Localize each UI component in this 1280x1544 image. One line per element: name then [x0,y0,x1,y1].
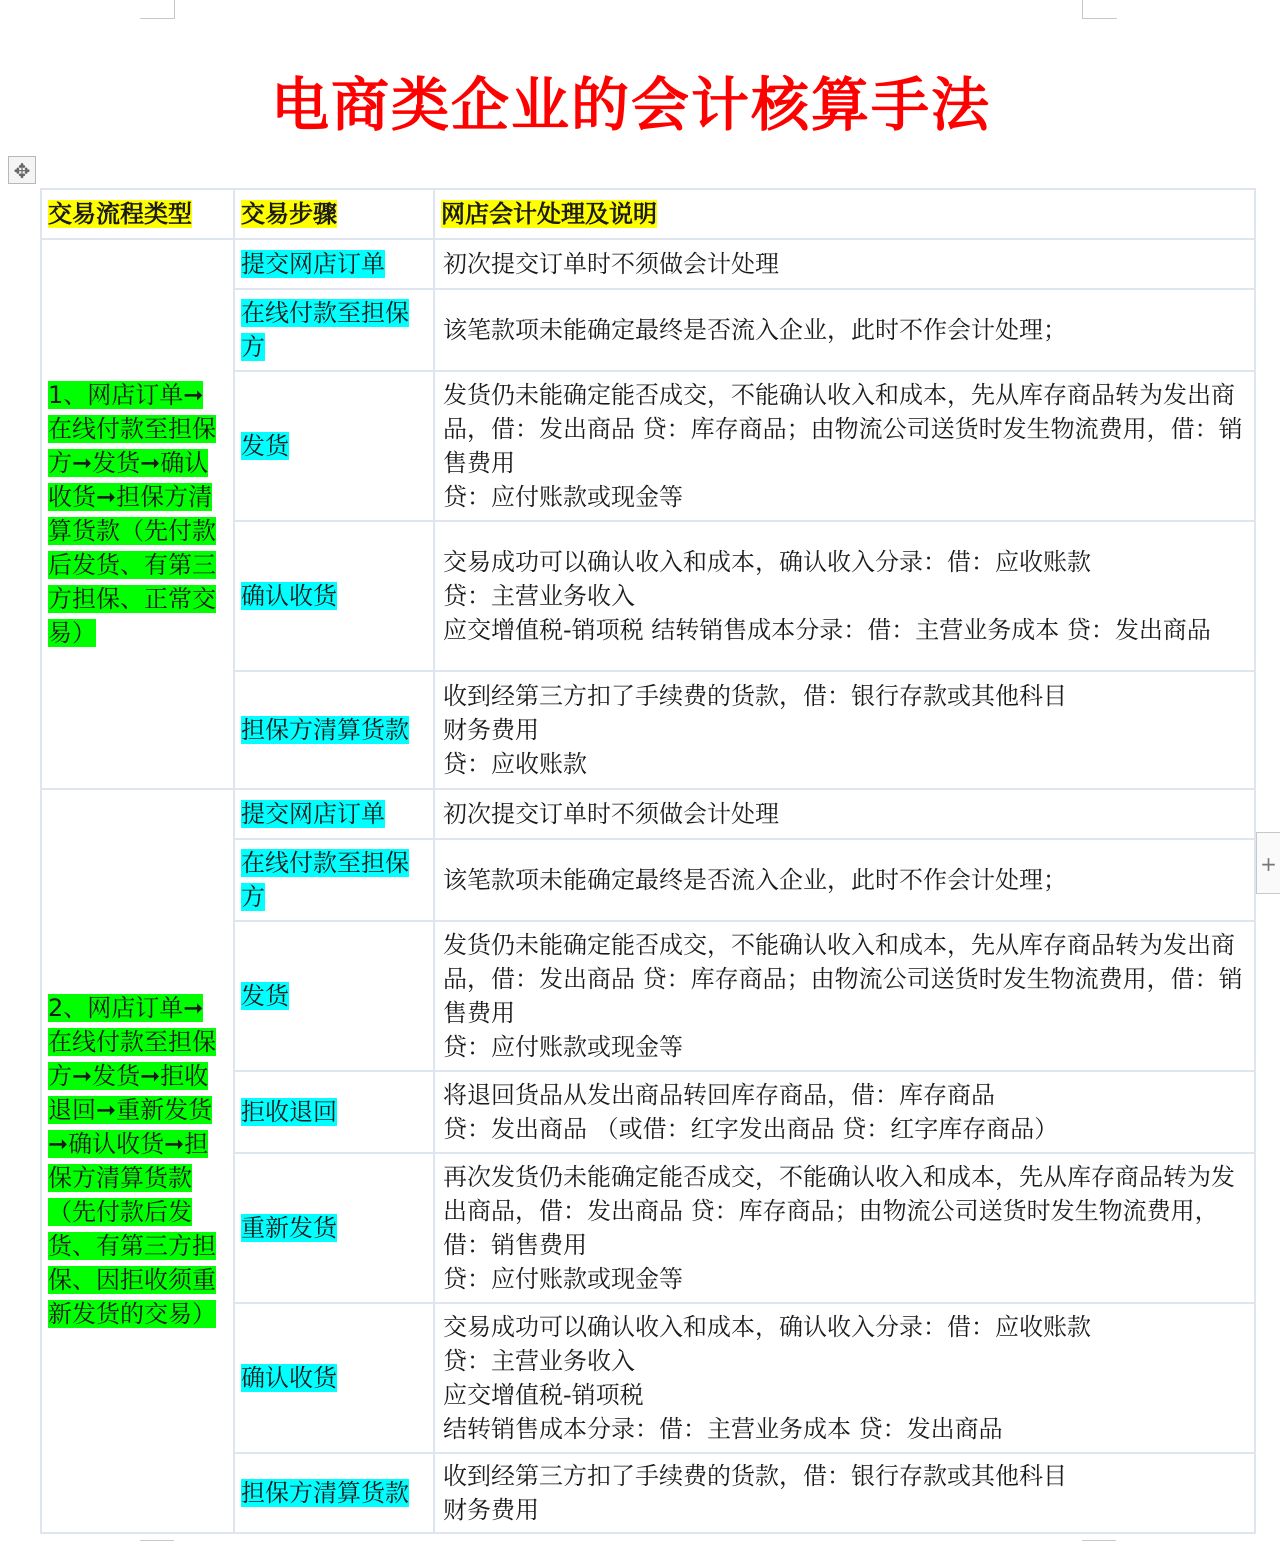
page-title: 电商类企业的会计核算手法 [270,71,991,139]
step-cell [234,789,434,839]
page-corner-mark [1082,0,1117,19]
description-line: 应交增值税-销项税 结转销售成本分录：借：主营业务成本 贷：发出商品 [443,616,1211,644]
description-line: 再次发货仍未能确定能否成交，不能确认收入和成本，先从库存商品转为发出商品，借：发出商品 贷：库存商品；由物流公司送货时发生物流费用，借：销售费用 [443,1163,1235,1259]
step-label: 确认收货 [241,1364,337,1392]
description-line: 财务费用 [443,1496,539,1524]
description-line: 交易成功可以确认收入和成本，确认收入分录：借：应收账款 [443,548,1091,576]
description-cell [434,1303,1255,1453]
step-label: 重新发货 [241,1214,337,1242]
step-cell [234,921,434,1071]
description-line: 该笔款项未能确定最终是否流入企业，此时不作会计处理； [443,866,1067,894]
description-line: 发货仍未能确定能否成交，不能确认收入和成本，先从库存商品转为发出商品，借：发出商品 贷：库存商品；由物流公司送货时发生物流费用，借：销售费用 [443,931,1243,1027]
step-label: 发货 [241,432,289,460]
step-cell [234,1303,434,1453]
page-corner-mark [140,0,175,19]
step-label: 提交网店订单 [241,250,385,278]
step-label: 提交网店订单 [241,800,385,828]
step-label: 在线付款至担保方 [241,299,409,361]
page-corner-mark [1082,1540,1116,1544]
description-line: 将退回货品从发出商品转回库存商品，借：库存商品 [443,1081,995,1109]
header-label: 交易流程类型 [48,200,192,228]
step-cell [234,1153,434,1303]
flow-type-cell [41,789,234,1533]
description-cell [434,671,1255,789]
description-line: 初次提交订单时不须做会计处理 [443,800,779,828]
header-cell [434,189,1255,239]
description-line: 收到经第三方扣了手续费的货款，借：银行存款或其他科目 [443,1462,1067,1490]
move-icon[interactable]: ✥ [8,156,36,184]
header-label: 交易步骤 [241,200,337,228]
description-line: 贷：应收账款 [443,750,587,778]
description-line: 该笔款项未能确定最终是否流入企业，此时不作会计处理； [443,316,1067,344]
description-cell [434,839,1255,921]
header-cell [41,189,234,239]
description-line: 贷：应付账款或现金等 [443,483,683,511]
flow-type-cell [41,239,234,789]
step-cell [234,839,434,921]
description-line: 贷：应付账款或现金等 [443,1265,683,1293]
description-cell [434,921,1255,1071]
page-corner-mark [140,1540,174,1544]
header-cell [234,189,434,239]
description-cell [434,239,1255,289]
step-cell [234,289,434,371]
table-header-row [41,189,1255,239]
description-line: 贷：发出商品 （或借：红字发出商品 贷：红字库存商品） [443,1115,1059,1143]
description-line: 交易成功可以确认收入和成本，确认收入分录：借：应收账款 [443,1313,1091,1341]
description-line: 初次提交订单时不须做会计处理 [443,250,779,278]
description-cell [434,1153,1255,1303]
description-cell [434,521,1255,671]
add-icon[interactable]: + [1256,832,1280,894]
step-cell [234,671,434,789]
table-row [41,239,1255,289]
description-cell [434,1453,1255,1533]
description-line: 贷：主营业务收入 [443,1347,635,1375]
description-line: 结转销售成本分录：借：主营业务成本 贷：发出商品 [443,1415,1003,1443]
step-label: 担保方清算货款 [241,716,409,744]
step-cell [234,371,434,521]
description-cell [434,371,1255,521]
description-line: 收到经第三方扣了手续费的货款，借：银行存款或其他科目 [443,682,1067,710]
step-cell [234,521,434,671]
accounting-table [40,188,1256,1534]
description-line: 贷：应付账款或现金等 [443,1033,683,1061]
flow-type-label: 1、网店订单➞在线付款至担保方➞发货➞确认收货➞担保方清算货款（先付款后发货、有第三方担保、正常交易） [48,381,216,647]
step-label: 发货 [241,982,289,1010]
step-cell [234,239,434,289]
step-label: 担保方清算货款 [241,1479,409,1507]
header-label: 网店会计处理及说明 [441,200,657,228]
step-label: 拒收退回 [241,1098,337,1126]
description-line: 财务费用 [443,716,539,744]
description-cell [434,1071,1255,1153]
description-line: 发货仍未能确定能否成交，不能确认收入和成本，先从库存商品转为发出商品，借：发出商品 贷：库存商品；由物流公司送货时发生物流费用，借：销售费用 [443,381,1243,477]
description-cell [434,289,1255,371]
step-cell [234,1453,434,1533]
flow-type-label: 2、网店订单➞在线付款至担保方➞发货➞拒收退回➞重新发货➞确认收货➞担保方清算货款（先付款后发货、有第三方担保、因拒收须重新发货的交易） [48,994,216,1328]
description-line: 应交增值税-销项税 [443,1381,644,1409]
description-cell [434,789,1255,839]
step-cell [234,1071,434,1153]
step-label: 在线付款至担保方 [241,849,409,911]
description-line: 贷：主营业务收入 [443,582,635,610]
table-row [41,789,1255,839]
step-label: 确认收货 [241,582,337,610]
